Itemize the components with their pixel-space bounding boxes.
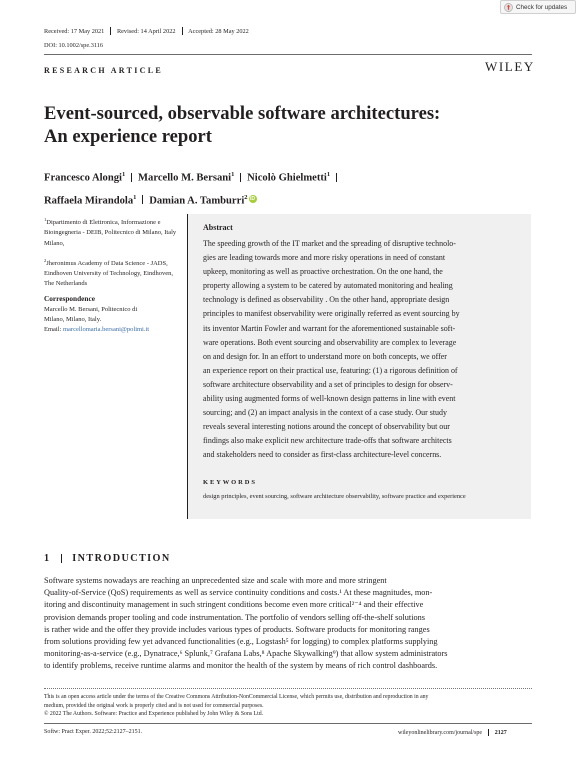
doi[interactable]: DOI: 10.1002/spe.3116: [44, 42, 104, 49]
abstract-border: [187, 214, 188, 519]
abstract-heading: Abstract: [203, 223, 233, 232]
license-line: © 2022 The Authors. Software: Practice and Experience published by John Wiley & Sons Ltd.: [44, 711, 264, 718]
body-line: Quality-of-Service (QoS) requirements as well as service continuity conditions and costs.¹ At these magnitudes, mon-: [44, 588, 433, 598]
divider: [61, 554, 62, 563]
body-line: provision demands proper tooling and code instrumentation. The portfolio of vendors selling off-the-shelf solutions: [44, 612, 425, 622]
abstract-line: ware operations. Both event sourcing and observability are complex to leverage: [203, 337, 457, 347]
footer-rule: [44, 723, 532, 724]
journal-citation: Softw: Pract Exper. 2022;52:2127–2151.: [44, 729, 143, 735]
correspondence-email-row: [44, 325, 184, 335]
abstract-line: findings also make explicit new architecture trade-offs that software architects: [203, 436, 452, 446]
email-link[interactable]: marcellomaria.bersani@polimi.it: [62, 325, 150, 333]
divider: [131, 173, 132, 182]
footnote-rule: [44, 688, 532, 689]
license-line: This is an open access article under the terms of the Creative Commons Attribution-NonCommercial License, which permits use, distribution and reproduction in any: [44, 694, 429, 700]
author-name[interactable]: Nicolò Ghielmetti: [247, 172, 327, 184]
title-line-2: An experience report: [44, 126, 212, 147]
abstract-text: [203, 237, 525, 463]
received-date: Received: 17 May 2021: [44, 27, 105, 35]
orcid-icon[interactable]: iD: [250, 196, 256, 203]
body-line: Software systems nowadays are reaching an unprecedented size and scale with more and more stringent: [44, 576, 387, 585]
affil-sup: 2: [44, 257, 47, 263]
author-name[interactable]: Raffaela Mirandola: [44, 195, 134, 207]
abstract-line: principles to manifest observability were originally referred as event sourcing by: [203, 309, 460, 319]
paper-title: [44, 102, 440, 148]
section-title: INTRODUCTION: [72, 553, 171, 564]
body-line: monitoring-as-a-service (e.g., Dynatrace,⁶ Splunk,⁷ Grafana Labs,⁸ Apache Skywalking⁹) that allow system administrators: [44, 649, 448, 659]
abstract-line: an experience report on their practical use, featuring: (1) a rigorous definition of: [203, 365, 458, 375]
keywords-text: design principles, event sourcing, software architecture observability, software practice and experience: [203, 493, 466, 500]
divider: [182, 27, 183, 35]
abstract-line: property allowing a system to be catered by automated monitoring and healing: [203, 281, 453, 291]
author-affil-sup: 1: [231, 171, 235, 178]
license-line: medium, provided the original work is properly cited and is not used for commercial purposes.: [44, 702, 264, 709]
abstract-line: sourcing; and (2) an impact analysis in the context of a case study. Our study: [203, 408, 447, 418]
affil-sup: 1: [44, 217, 47, 222]
divider: [240, 173, 241, 182]
affiliations: [44, 215, 184, 297]
body-line: to identify problems, receive runtime alarms and monitor the health of the system by means of rich control dashboards.: [44, 661, 438, 671]
page-number: 2127: [494, 729, 507, 736]
article-type: RESEARCH ARTICLE: [44, 66, 163, 75]
divider: [142, 195, 143, 204]
article-dates: [44, 27, 249, 35]
introduction-text: [44, 575, 532, 673]
author-affil-sup: 1: [121, 171, 126, 178]
author-list: [44, 165, 343, 210]
affiliation-1: [44, 215, 184, 249]
author-name[interactable]: Damian A. Tamburri: [149, 195, 245, 207]
abstract-line: gies are leading towards more and more risky operations in need of constant: [203, 253, 446, 263]
correspondence-line: Milano, Milano, Italy.: [44, 315, 102, 323]
affiliation-text: Jheronimus Academy of Data Science - JADS, Eindhoven University of Technology, Eindhoven, The Netherlands: [44, 259, 173, 288]
title-line-1: Event-sourced, observable software architectures:: [44, 103, 441, 124]
abstract-line: its inventor Martin Fowler and warrant for the aforementioned sustainable soft-: [203, 323, 456, 333]
abstract-line: technology is defined as observability . On the other hand, appropriate design: [203, 295, 450, 305]
update-badge-icon: [504, 3, 513, 12]
license-notice: [44, 693, 532, 719]
author-affil-sup: 1: [326, 171, 331, 178]
footer-right: [398, 729, 507, 736]
check-updates-label: Check for updates: [516, 3, 568, 11]
section-heading: [44, 553, 171, 564]
author-name[interactable]: Francesco Alongi: [44, 172, 122, 184]
author-affil-sup: 2: [244, 193, 248, 201]
journal-url[interactable]: wileyonlinelibrary.com/journal/spe: [398, 729, 483, 736]
body-line: is rather wide and the offer they provide includes various types of products. Software products for monitoring ranges: [44, 624, 430, 634]
author-line-2: [44, 188, 343, 211]
correspondence: [44, 305, 184, 334]
email-label: Email:: [44, 325, 63, 333]
publisher-logo: WILEY: [485, 59, 535, 74]
divider: [488, 729, 489, 736]
author-name[interactable]: Marcello M. Bersani: [138, 172, 232, 184]
divider: [336, 173, 337, 182]
author-line-1: [44, 165, 343, 188]
check-for-updates-button[interactable]: [500, 0, 576, 14]
correspondence-heading: Correspondence: [44, 294, 95, 303]
abstract-line: on and design for. In an effort to understand more on both concepts, we offer: [203, 351, 447, 361]
body-line: from solutions providing few yet advanced functionalities (e.g., Logstash⁵ for logging) to complex platforms supplying: [44, 637, 438, 647]
abstract-line: software architecture observability and a set of principles to design for observ-: [203, 379, 453, 389]
author-affil-sup: 1: [133, 193, 137, 201]
abstract-line: ability using augmented forms of well-known design patterns in line with event: [203, 394, 456, 404]
abstract-line: upkeep, monitoring as well as proactive orchestration. On the one hand, the: [203, 267, 443, 277]
correspondence-line: Marcello M. Bersani, Politecnico di: [44, 306, 138, 313]
keywords-heading: KEYWORDS: [203, 479, 257, 486]
abstract-line: reveals several interesting notions around the concept of observability but our: [203, 422, 450, 432]
divider: [110, 27, 111, 35]
body-line: itoring and discontinuity management in such stringent conditions become even more critical²⁻⁴ and their effective: [44, 600, 424, 610]
abstract-line: The speeding growth of the IT market and the spreading of disruptive technolo-: [203, 239, 456, 248]
abstract-line: and stakeholders need to consider as first-class architecture-level concerns.: [203, 450, 442, 460]
accepted-date: Accepted: 28 May 2022: [188, 27, 249, 35]
revised-date: Revised: 14 April 2022: [116, 27, 176, 35]
header-rule: [44, 54, 532, 55]
affiliation-text: Dipartimento di Elettronica, Informazione e Bioingegneria - DEIB, Politecnico di Milano, Italy Milano,: [44, 219, 177, 247]
section-number: 1: [44, 553, 51, 564]
affiliation-2: [44, 256, 184, 290]
